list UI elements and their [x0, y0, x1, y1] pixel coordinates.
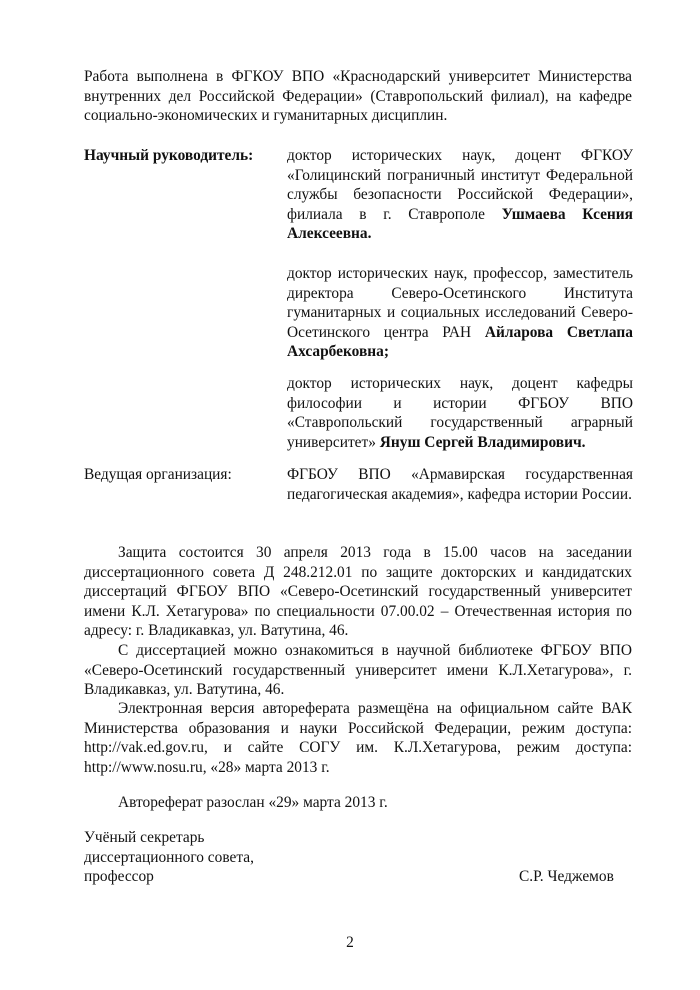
electronic-version-paragraph: Электронная версия автореферата размещёна на официальном сайте ВАК Министерства образования и науки Российской Федерации, режим доступа: http://vak.ed.gov.ru, и сайте СОГУ им. К.Л.Хетагурова, режим доступа: http://www.nosu.ru, «28» марта 2013 г. [84, 700, 632, 776]
defense-paragraph: Защита состоится 30 апреля 2013 года в 15.00 часов на заседании диссертационного совета Д 248.212.01 по защите докторских и кандидатских диссертаций ФГБОУ ВПО «Северо-Осетинский государственный университет имени К.Л. Хетагурова» по специальности 07.00.02 – Отечественная история по адресу: г. Владикавказ, ул. Ватутина, 46. [84, 544, 632, 639]
opponent-description-1: доктор исторических наук, профессор, заместитель директора Северо-Осетинского Института гуманитарных и социальных исследований Северо-Осетинского центра РАН [287, 265, 633, 341]
opponent-entry-2 [287, 374, 633, 452]
supervisor-label: Научный руководитель: [84, 147, 254, 164]
leading-org-label: Ведущая организация: [84, 466, 232, 483]
supervisor-description: доктор исторических наук, доцент ФГКОУ «Голицинский пограничный институт Федеральной службы безопасности Российской Федерации», филиала в г. Ставрополе [287, 147, 633, 223]
opponent-name-2: Януш Сергей Владимирович. [379, 433, 586, 451]
supervisor-name: Ушмаева Ксения Алексеевна. [287, 205, 633, 242]
secretary-title-line-2: диссертационного совета, [84, 848, 254, 866]
opponent-description-2: доктор исторических наук, доцент кафедры философии и истории ФГБОУ ВПО «Ставропольский государственный аграрный университет» [287, 375, 633, 451]
library-paragraph: С диссертацией можно ознакомиться в научной библиотеке ФГБОУ ВПО «Северо-Осетинский государственный университет имени К.Л.Хетагурова», г. Владикавказ, ул. Ватутина, 46. [84, 642, 632, 698]
page-number: 2 [346, 934, 354, 951]
opponent-entry-1 [287, 264, 633, 362]
intro-paragraph: Работа выполнена в ФГКОУ ВПО «Краснодарский университет Министерства внутренних дел Российской Федерации» (Ставропольский филиал), на кафедре социально-экономических и гуманитарных дисциплин. [84, 68, 632, 124]
secretary-title-line-1: Учёный секретарь [84, 829, 205, 846]
opponent-name-1: Айларова Светлапа Ахсарбековна; [287, 323, 633, 360]
supervisor-entry [287, 146, 633, 244]
secretary-block [84, 828, 254, 887]
sent-date-paragraph: Автореферат разослан «29» марта 2013 г. [118, 794, 388, 811]
leading-org-text: ФГБОУ ВПО «Армавирская государственная педагогическая академия», кафедра истории России. [287, 466, 633, 503]
secretary-title-line-3: профессор [84, 868, 154, 885]
secretary-name: С.Р. Чеджемов [519, 868, 614, 885]
